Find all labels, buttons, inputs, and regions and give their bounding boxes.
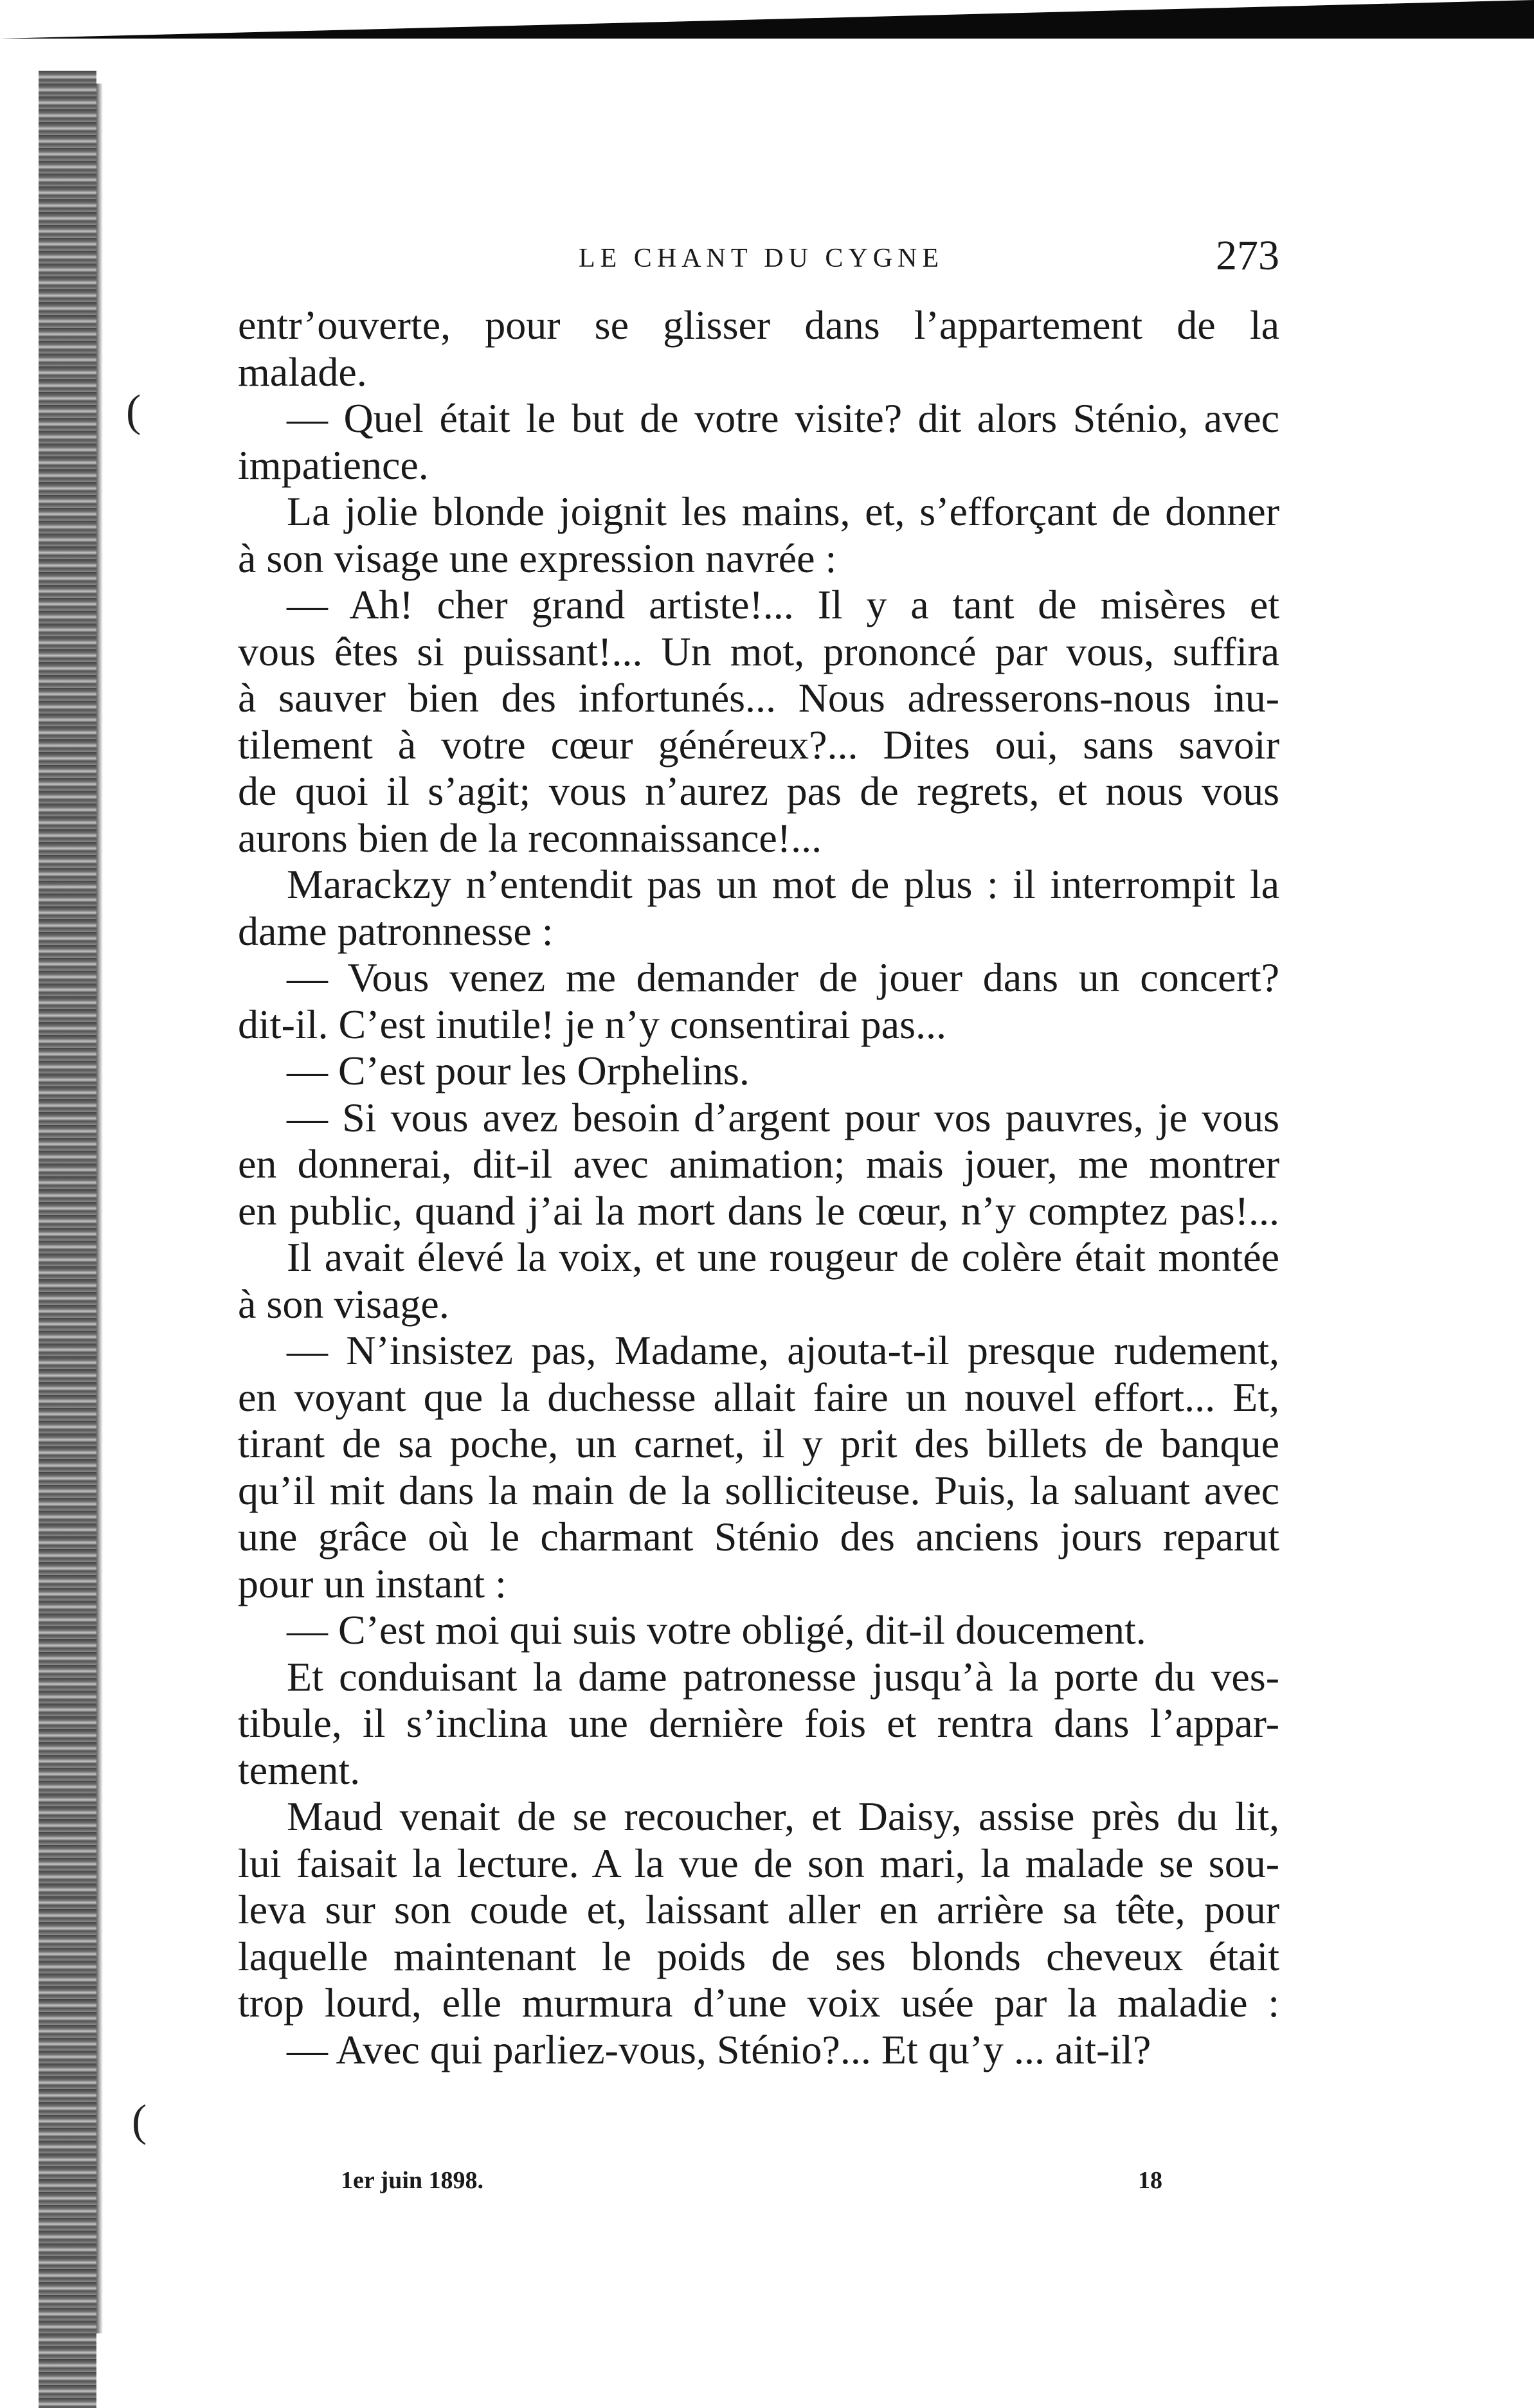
text-line: lui faisait la lecture. A la vue de son mari, la malade se sou- (238, 1840, 1279, 1886)
text-line: Maud venait de se recoucher, et Daisy, assise près du lit, (287, 1793, 1279, 1839)
text-line: La jolie blonde joignit les mains, et, s’efforçant de donner (287, 489, 1279, 534)
text-line: tement. (238, 1747, 361, 1793)
text-line: — N’insistez pas, Madame, ajouta-t-il presque rudement, (287, 1327, 1279, 1373)
page-number: 273 (1216, 232, 1279, 279)
text-line: tibule, il s’inclina une dernière fois et rentra dans l’appar- (238, 1700, 1279, 1746)
text-line: — Ah! cher grand artiste!... Il y a tant de misères et (287, 582, 1279, 627)
text-line: vous êtes si puissant!... Un mot, prononcé par vous, suffira (238, 628, 1279, 674)
text-line: impatience. (238, 442, 429, 488)
page-header (238, 231, 1279, 289)
text-line: trop lourd, elle murmura d’une voix usée par la maladie : (238, 1980, 1279, 2026)
text-line: malade. (238, 348, 367, 395)
text-line: aurons bien de la reconnaissance!... (238, 814, 822, 861)
text-line: qu’il mit dans la main de la solliciteuse. Puis, la saluant avec (238, 1467, 1279, 1513)
footer-date: 1er juin 1898. (341, 2167, 484, 2194)
text-line: — Quel était le but de votre visite? dit alors Sténio, avec (287, 395, 1279, 441)
body-text (238, 302, 1279, 2073)
running-title: LE CHANT DU CYGNE (579, 244, 944, 273)
text-line: — C’est moi qui suis votre obligé, dit-il doucement. (287, 1607, 1146, 1653)
text-line: — Vous venez me demander de jouer dans un concert? (287, 955, 1279, 1000)
text-line: à son visage une expression navrée : (238, 535, 837, 581)
text-line: dit-il. C’est inutile! je n’y consentirai pas... (238, 1001, 946, 1047)
margin-mark-top: ( (126, 386, 141, 436)
footer-signature: 18 (1138, 2167, 1162, 2194)
text-line: à son visage. (238, 1280, 449, 1327)
text-line: tirant de sa poche, un carnet, il y prit des billets de banque (238, 1421, 1279, 1466)
text-line: leva sur son coude et, laissant aller en arrière sa tête, pour (238, 1887, 1279, 1932)
page-footer (238, 2166, 1279, 2205)
text-line: — C’est pour les Orphelins. (287, 1048, 750, 1093)
text-line: en donnerai, dit-il avec animation; mais jouer, me montrer (238, 1141, 1279, 1187)
text-line: entr’ouverte, pour se glisser dans l’appartement de la (238, 302, 1279, 348)
text-line: en voyant que la duchesse allait faire un nouvel effort... Et, (238, 1374, 1279, 1420)
text-line: à sauver bien des infortunés... Nous adresserons-nous inu- (238, 675, 1279, 721)
scan-left-edge (39, 71, 96, 2408)
text-line: Il avait élevé la voix, et une rougeur de colère était montée (287, 1234, 1279, 1280)
text-line: de quoi il s’agit; vous n’aurez pas de regrets, et nous vous (238, 768, 1279, 814)
text-line: dame patronnesse : (238, 908, 554, 954)
text-line: une grâce où le charmant Sténio des anciens jours reparut (238, 1514, 1279, 1559)
text-line: Marackzy n’entendit pas un mot de plus : il interrompit la (287, 861, 1279, 907)
text-line: — Avec qui parliez-vous, Sténio?... Et qu’y ... ait-il? (287, 2026, 1151, 2072)
text-line: en public, quand j’ai la mort dans le cœur, n’y comptez pas!... (238, 1187, 1279, 1234)
scan-left-shadow (96, 84, 103, 2333)
text-line: Et conduisant la dame patronesse jusqu’à la porte du ves- (287, 1653, 1279, 1700)
text-line: pour un instant : (238, 1560, 507, 1606)
text-line: tilement à votre cœur généreux?... Dites oui, sans savoir (238, 721, 1279, 768)
text-line: — Si vous avez besoin d’argent pour vos pauvres, je vous (287, 1094, 1279, 1140)
text-line: laquelle maintenant le poids de ses blonds cheveux était (238, 1933, 1279, 1979)
scan-top-band (0, 0, 1534, 39)
margin-mark-bottom: ( (132, 2096, 147, 2146)
